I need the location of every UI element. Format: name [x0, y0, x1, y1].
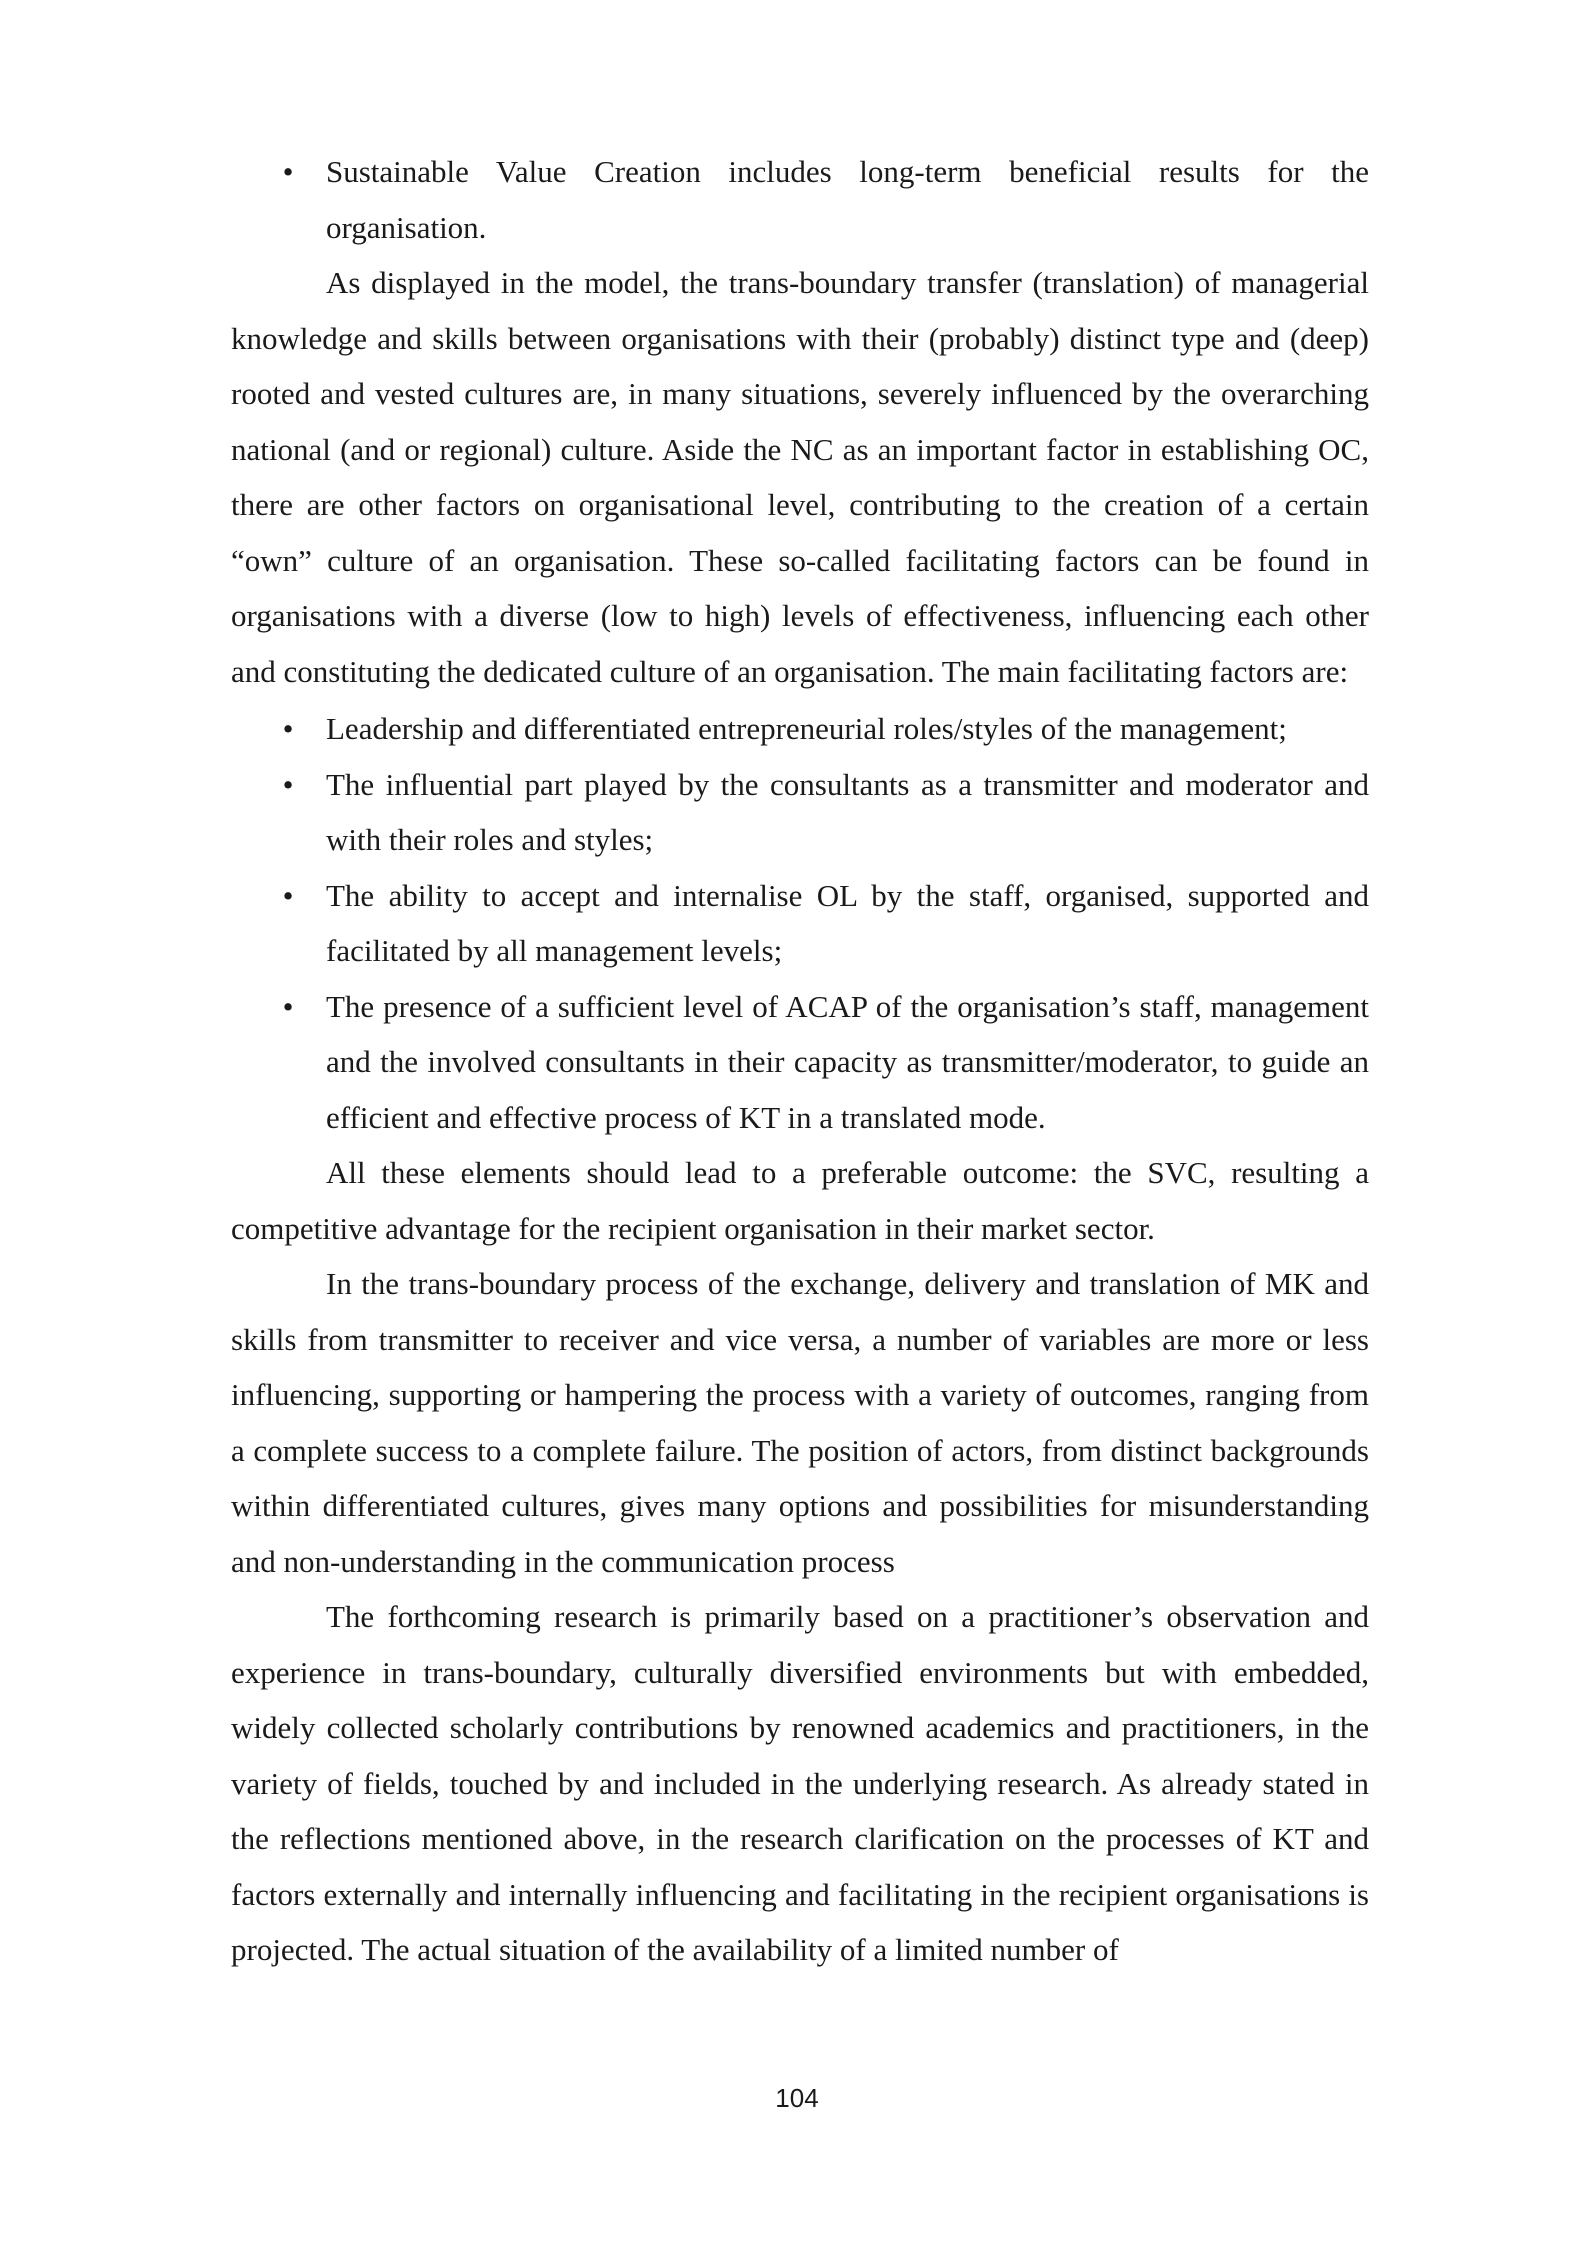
bullet-icon: • — [282, 711, 294, 746]
bullet-text: The influential part played by the consultants as a transmitter and moderator and with their roles and styles; — [326, 766, 1369, 857]
bullet-item — [231, 868, 1369, 979]
bullet-text: The ability to accept and internalise OL by the staff, organised, supported and facilitated by all management levels; — [326, 877, 1369, 968]
bullet-icon: • — [282, 988, 294, 1024]
bullet-item — [231, 701, 1369, 757]
bullet-icon: • — [282, 877, 294, 913]
bullet-text: The presence of a sufficient level of ACAP of the organisation’s staff, management and the involved consultants in their capacity as transmitter/moderator, to guide an efficient and effective process of KT in a translated mode. — [326, 988, 1369, 1135]
bullet-list-svc — [231, 144, 1369, 255]
bullet-item — [231, 979, 1369, 1146]
bullet-icon: • — [282, 766, 294, 802]
bullet-icon: • — [282, 154, 294, 189]
bullet-item — [231, 757, 1369, 868]
page-number: 104 — [775, 2083, 819, 2113]
paragraph: As displayed in the model, the trans-boundary transfer (translation) of managerial knowledge and skills between organisations with their (probably) distinct type and (deep) rooted and vested cultures are, in many situations, severely influenced by the overarching national (and or regional) culture. Aside the NC as an important factor in establishing OC, there are other factors on organisational level, contributing to the creation of a certain “own” culture of an organisation. These so-called facilitating factors can be found in organisations with a diverse (low to high) levels of effectiveness, influencing each other and constituting the dedicated culture of an organisation. The main facilitating factors are: — [231, 265, 1369, 689]
paragraph: In the trans-boundary process of the exchange, delivery and translation of MK and skills from transmitter to receiver and vice versa, a number of variables are more or less influencing, supporting or hampering the process with a variety of outcomes, ranging from a complete success to a complete failure. The position of actors, from distinct backgrounds within differentiated cultures, gives many options and possibilities for misunderstanding and non-understanding in the communication process — [231, 1266, 1369, 1579]
paragraph: The forthcoming research is primarily based on a practitioner’s observation and experience in trans-boundary, culturally diversified environments but with embedded, widely collected scholarly contributions by renowned academics and practitioners, in the variety of fields, touched by and included in the underlying research. As already stated in the reflections mentioned above, in the research clarification on the processes of KT and factors externally and internally influencing and facilitating in the recipient organisations is projected. The actual situation of the availability of a limited number of — [231, 1599, 1369, 1967]
body-text — [231, 144, 1369, 1978]
paragraph: All these elements should lead to a preferable outcome: the SVC, resulting a competitive advantage for the recipient organisation in their market sector. — [231, 1155, 1369, 1246]
bullet-list-facilitating-factors — [231, 701, 1369, 1145]
bullet-text: Leadership and differentiated entrepreneurial roles/styles of the management; — [326, 711, 1287, 746]
bullet-text: Sustainable Value Creation includes long-term beneficial results for the organisation. — [326, 154, 1369, 245]
bullet-item — [231, 144, 1369, 255]
